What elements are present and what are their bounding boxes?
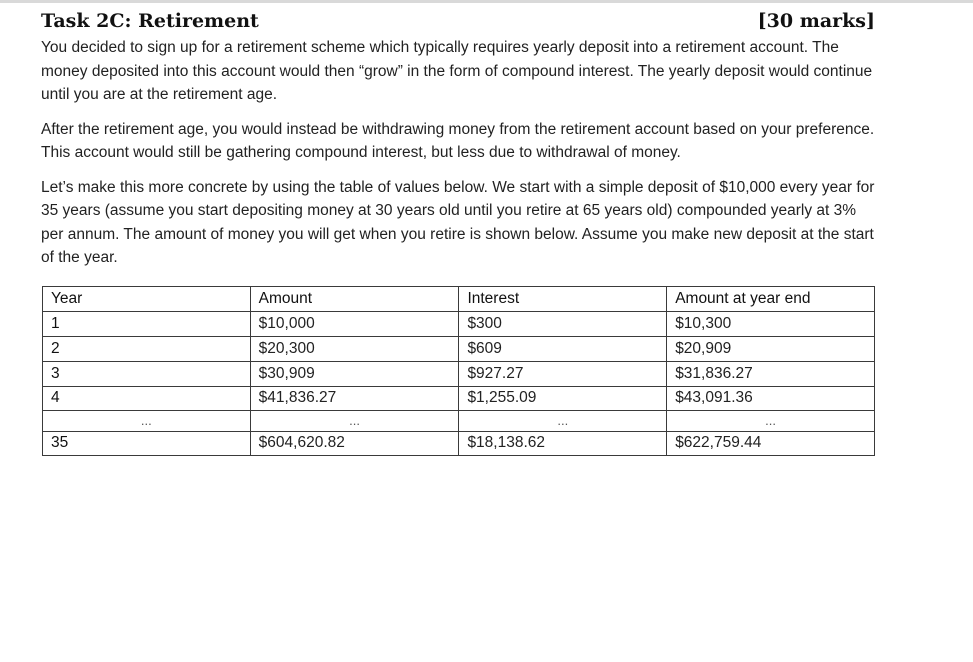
page-top-edge <box>0 0 973 3</box>
ellipsis-amount: ... <box>250 410 459 431</box>
example-paragraph: Let’s make this more concrete by using the table of values below. We start with a simple deposit of $10,000 every year for 35 years (assume you start depositing money at 30 years old until you retire at 65 years old) compounded yearly at 3% per annum. The amount of money you will get when you retire is shown below. Assume you make new deposit at the start of the year. <box>41 178 875 266</box>
header-interest: Interest <box>459 286 667 311</box>
cell-interest: $300 <box>459 311 667 336</box>
table-header-row <box>43 286 875 311</box>
table-row <box>43 361 875 386</box>
table-row <box>43 311 875 336</box>
document-page <box>41 8 875 456</box>
cell-interest: $1,255.09 <box>459 386 667 410</box>
cell-amount: $30,909 <box>250 361 459 386</box>
ellipsis-interest: ... <box>459 410 667 431</box>
cell-amount-year-end: $10,300 <box>667 311 875 336</box>
header-amount: Amount <box>250 286 459 311</box>
cell-amount-year-end: $43,091.36 <box>667 386 875 410</box>
intro-paragraph: You decided to sign up for a retirement scheme which typically requires yearly deposit into a retirement account. The money deposited into this account would then “grow” in the form of compound interest. The yearly deposit would continue until you are at the retirement age. <box>41 39 873 103</box>
table-row <box>43 336 875 361</box>
cell-year: 3 <box>43 361 251 386</box>
table-row-final <box>43 431 875 455</box>
cell-interest: $927.27 <box>459 361 667 386</box>
task-marks: [30 marks] <box>757 10 875 32</box>
cell-amount: $41,836.27 <box>250 386 459 410</box>
cell-amount: $604,620.82 <box>250 431 459 455</box>
task-title: Task 2C: Retirement <box>41 10 259 32</box>
ellipsis-year: ... <box>43 410 251 431</box>
header-year: Year <box>43 286 251 311</box>
ellipsis-amount-year-end: ... <box>667 410 875 431</box>
cell-amount-year-end: $20,909 <box>667 336 875 361</box>
table-row <box>43 386 875 410</box>
cell-amount-year-end: $31,836.27 <box>667 361 875 386</box>
cell-amount-year-end: $622,759.44 <box>667 431 875 455</box>
cell-amount: $20,300 <box>250 336 459 361</box>
cell-amount: $10,000 <box>250 311 459 336</box>
withdrawal-paragraph: After the retirement age, you would instead be withdrawing money from the retirement account based on your preference. This account would still be gathering compound interest, but less due to withdrawal of money. <box>41 120 875 161</box>
cell-interest: $18,138.62 <box>459 431 667 455</box>
cell-year: 1 <box>43 311 251 336</box>
table-ellipsis-row <box>43 410 875 431</box>
values-table <box>42 286 875 456</box>
cell-interest: $609 <box>459 336 667 361</box>
cell-year: 2 <box>43 336 251 361</box>
cell-year: 4 <box>43 386 251 410</box>
header-amount-year-end: Amount at year end <box>667 286 875 311</box>
cell-year: 35 <box>43 431 251 455</box>
task-header <box>41 8 875 34</box>
